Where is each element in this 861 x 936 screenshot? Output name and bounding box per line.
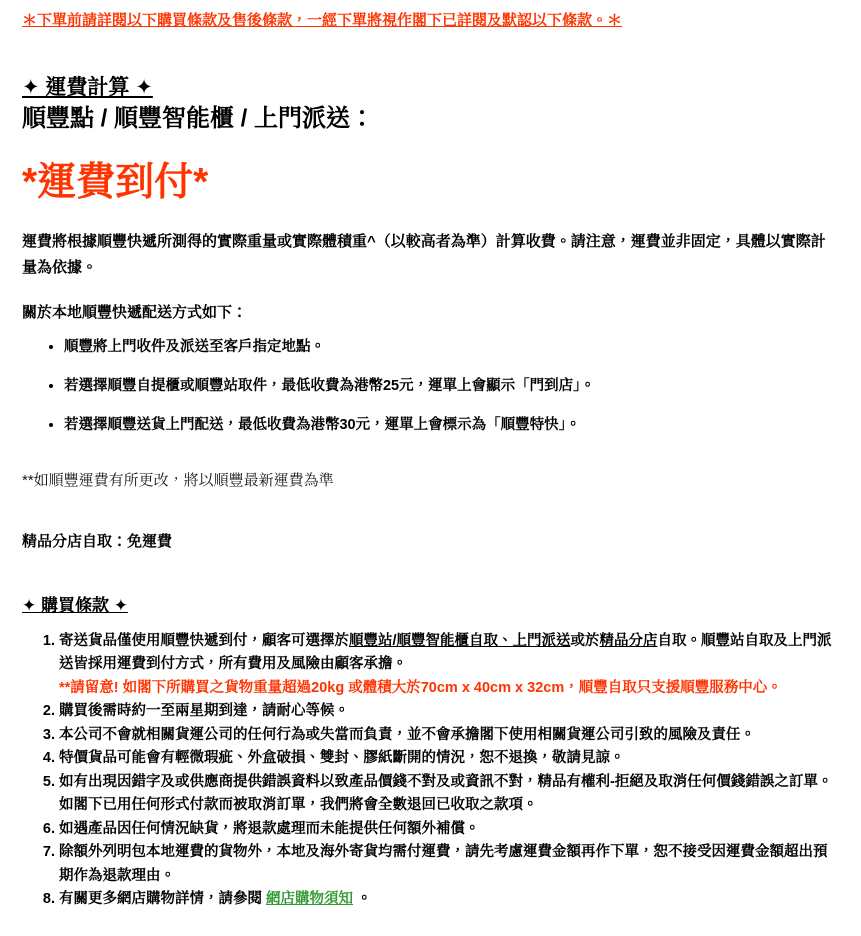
- term-item: 6. 如遇產品因任何情況缺貨，將退款處理而未能提供任何額外補償。: [59, 818, 841, 841]
- store-pickup-free-note: 精品分店自取：免運費: [22, 532, 173, 550]
- purchase-terms-list: [22, 630, 841, 912]
- top-notice: ＊下單前請詳閱以下購買條款及售後條款，一經下單將視作閣下已詳閱及默認以下條款。＊: [22, 12, 623, 29]
- term8-text: 。: [353, 891, 372, 908]
- store-shopping-guide-link[interactable]: 網店購物須知: [266, 891, 354, 908]
- list-item: • 若選擇順豐送貨上門配送，最低收費為港幣30元，運單上會標示為「順豐特快」。: [64, 416, 841, 435]
- shipping-intro-paragraph: 運費將根據順豐快遞所測得的實際重量或實際體積重^（以較高者為準）計算收費。請注意，運費並非固定，具體以實際計量為依據。: [22, 232, 826, 277]
- overweight-warning: **請留意! 如閣下所購買之貨物重量超過20kg 或體積大於70cm x 40cm x 32cm，順豐自取只支援順豐服務中心。: [59, 679, 782, 696]
- boutique-store-underline: 精品分店: [599, 632, 658, 649]
- term1-text: 或於: [570, 632, 600, 649]
- term-item: 4. 特價貨品可能會有輕微瑕疵、外盒破損、雙封、膠紙斷開的情況，恕不退換，敬請見諒。: [59, 747, 841, 770]
- purchase-terms-section: [22, 591, 841, 912]
- sf-pickup-options-underline: 順豐站/順豐智能櫃自取、上門派送: [349, 632, 571, 649]
- term-item: [59, 888, 841, 911]
- purchase-terms-heading: ✦ 購買條款 ✦: [22, 595, 128, 615]
- term-item: 5. 如有出現因錯字及或供應商提供錯誤資料以致產品價錢不對及或資訊不對，精品有權利-拒絕及取消任何價錢錯誤之訂單。如閣下已用任何形式付款而被取消訂單，我們將會全數退回已收取之款項。: [59, 771, 841, 818]
- list-item: • 若選擇順豐自提櫃或順豐站取件，最低收費為港幣25元，運單上會顯示「門到店」。: [64, 377, 841, 396]
- list-item: • 順豐將上門收件及派送至客戶指定地點。: [64, 338, 841, 357]
- local-delivery-title: 關於本地順豐快遞配送方式如下：: [22, 304, 248, 322]
- shipping-calc-heading: ✦ 運費計算 ✦: [22, 76, 153, 99]
- delivery-methods-subheading: 順豐點 / 順豐智能櫃 / 上門派送：: [22, 105, 375, 133]
- term-item: 3. 本公司不會就相關貨運公司的任何行為或失當而負責，並不會承擔閣下使用相關貨運公司引致的風險及責任。: [59, 724, 841, 747]
- delivery-bullet-list: [22, 338, 841, 435]
- term8-text: 有關更多網店購物詳情，請參閱: [59, 891, 267, 908]
- term-item: 7. 除額外列明包本地運費的貨物外，本地及海外寄貨均需付運費，請先考慮運費金額再作下單，恕不接受因運費金額超出預期作為退款理由。: [59, 841, 841, 888]
- fee-change-note: **如順豐運費有所更改，將以順豐最新運費為準: [22, 471, 334, 489]
- term1-text: 自取。順豐站自取及上門派送皆採用運費到付方式，所有費用及風險由顧客承擔。: [59, 632, 832, 673]
- freight-collect-headline: *運費到付*: [22, 160, 209, 204]
- shipping-calculation-section: [22, 75, 841, 551]
- term-item: 2. 購買後需時約一至兩星期到達，請耐心等候。: [59, 700, 841, 723]
- term1-text: 寄送貨品僅使用順豐快遞到付，顧客可選擇於: [59, 632, 349, 649]
- term-item: [59, 630, 841, 700]
